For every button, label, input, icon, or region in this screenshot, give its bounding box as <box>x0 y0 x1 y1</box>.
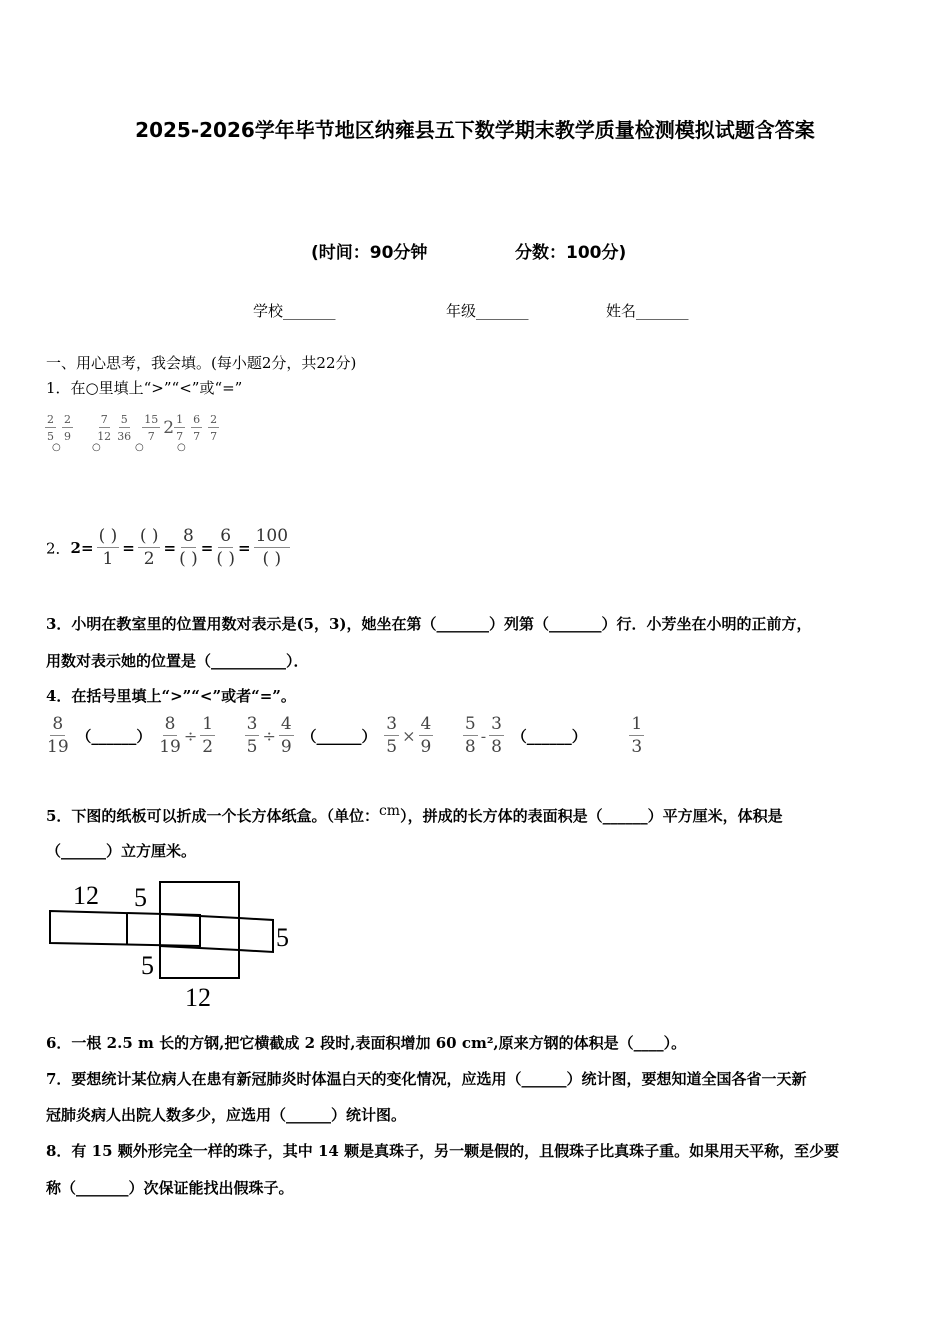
answer-blank[interactable]: （______） <box>76 727 152 746</box>
fraction: $\frac{4}{9}$ <box>280 714 292 757</box>
question-8-line2: 称（_______）次保证能找出假珠子。 <box>46 1179 294 1197</box>
answer-circle[interactable]: ○ <box>92 442 101 453</box>
fraction: $\frac{8}{( )}$ <box>179 526 198 569</box>
question-7-line2: 冠肺炎病人出院人数多少，应选用（______）统计图。 <box>46 1106 407 1124</box>
answer-blank[interactable]: （______） <box>301 727 377 746</box>
fraction: $\frac{1}{2}$ <box>202 714 214 757</box>
box-net-figure <box>40 870 300 1010</box>
grade-field: 年级_______ <box>446 302 529 320</box>
fraction: $\frac{( )}{1}$ <box>98 526 118 569</box>
fraction: $\frac{8}{19}$ <box>47 714 69 757</box>
fraction: $\frac{3}{5}$ <box>246 714 258 757</box>
fraction: $\frac{15}{7}$ <box>144 413 159 443</box>
label-5-bottom: 5 <box>141 951 154 980</box>
fraction: $\frac{1}{7}$ <box>176 413 184 443</box>
exam-time: (时间：90分钟 <box>311 243 428 263</box>
fraction: $\frac{3}{8}$ <box>491 714 502 757</box>
school-field: 学校_______ <box>253 302 336 320</box>
answer-circle[interactable]: ○ <box>177 442 186 453</box>
question-5-line1: 5．下图的纸板可以折成一个长方体纸盒。（单位：cm），拼成的长方体的表面积是（______）平方厘米，体积是 <box>46 803 783 825</box>
fraction: $\frac{8}{19}$ <box>159 714 181 757</box>
question-2: 2．2= $\frac{( )}{1}$ = $\frac{( )}{2}$ = $\frac{8}{( )}$ = $\frac{6}{( )}$ = $\frac{100}{( )}$ <box>46 526 289 569</box>
fraction: $\frac{( )}{2}$ <box>139 526 159 569</box>
answer-circle[interactable]: ○ <box>135 442 144 453</box>
exam-score: 分数：100分) <box>515 243 627 263</box>
question-3-line1: 3．小明在教室里的位置用数对表示是(5，3)，她坐在第（_______）列第（_______）行．小芳坐在小明的正前方， <box>46 615 812 633</box>
fraction: $\frac{1}{3}$ <box>631 714 643 757</box>
question-6: 6．一根 2.5 m 长的方钢,把它横截成 2 段时,表面积增加 60 cm²,原来方钢的体积是（____）。 <box>46 1034 687 1052</box>
fraction: $\frac{6}{7}$ <box>193 413 201 443</box>
name-field: 姓名_______ <box>606 302 689 320</box>
section-heading: 一、用心思考，我会填。(每小题2分，共22分) <box>46 354 357 372</box>
answer-blank[interactable]: （______） <box>511 727 587 746</box>
page-title: 2025-2026学年毕节地区纳雍县五下数学期末教学质量检测模拟试题含答案 <box>135 118 815 142</box>
question-4: 4．在括号里填上“>”“<”或者“=”。 <box>46 687 296 705</box>
fraction: $\frac{2}{5}$ <box>47 413 54 443</box>
fraction: $\frac{6}{( )}$ <box>216 526 235 569</box>
question-1: 1．在○里填上“>”“<”或“=” <box>46 379 243 397</box>
label-12-top: 12 <box>73 881 99 910</box>
fraction: $\frac{5}{8}$ <box>464 714 476 757</box>
fraction: $\frac{3}{5}$ <box>386 714 398 757</box>
whole-number: 2 <box>163 418 175 438</box>
question-8-line1: 8．有 15 颗外形完全一样的珠子，其中 14 颗是真珠子，另一颗是假的，且假珠子比真珠子重。如果用天平称，至少要 <box>46 1142 840 1160</box>
fraction: $\frac{2}{9}$ <box>64 413 71 443</box>
fraction: $\frac{5}{36}$ <box>117 413 132 443</box>
question-7-line1: 7．要想统计某位病人在患有新冠肺炎时体温白天的变化情况，应选用（______）统计图，要想知道全国各省一天新 <box>46 1070 807 1088</box>
fraction: $\frac{2}{7}$ <box>210 413 218 443</box>
fraction: $\frac{4}{9}$ <box>420 714 432 757</box>
fraction: $\frac{100}{( )}$ <box>255 526 289 569</box>
question-3-line2: 用数对表示她的位置是（__________）． <box>46 652 309 670</box>
label-5-top: 5 <box>134 883 147 912</box>
label-5-right: 5 <box>276 923 289 952</box>
label-12-bottom: 12 <box>185 983 211 1010</box>
question-5-line2: （______）立方厘米。 <box>46 842 197 860</box>
q4-comparisons: $\frac{8}{19}$ （______） $\frac{8}{19}$ ÷ $\frac{1}{2}$ $\frac{3}{5}$ ÷ $\frac{4}{9}$ （______） $\frac{3}{5}$ × $\frac{4}{9}$ $\frac{5}{8}$ - $\frac{3}{8}$ （______） $\frac{1}{3}$ <box>47 714 643 757</box>
answer-circle[interactable]: ○ <box>52 442 61 453</box>
q1-fractions <box>42 414 222 442</box>
fraction: $\frac{7}{12}$ <box>97 413 112 443</box>
